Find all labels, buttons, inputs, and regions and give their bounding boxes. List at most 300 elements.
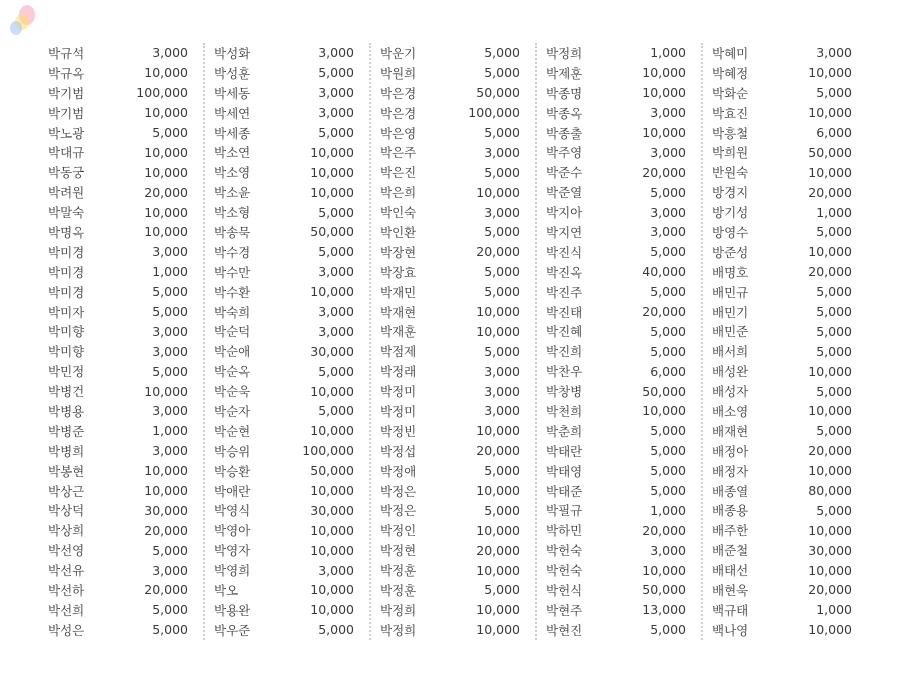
donor-row	[540, 282, 706, 302]
donor-row	[706, 182, 872, 202]
donor-name: 박천희	[546, 403, 583, 419]
donor-row	[208, 202, 374, 222]
donation-amount: 3,000	[650, 224, 686, 240]
donation-amount: 10,000	[476, 184, 520, 200]
donor-name: 박정래	[380, 364, 417, 380]
donation-amount: 10,000	[310, 582, 354, 598]
donation-amount: 1,000	[650, 502, 686, 518]
donor-row	[42, 142, 208, 162]
donor-name: 박점제	[380, 344, 417, 360]
donor-row	[42, 302, 208, 322]
donor-name: 박우준	[214, 622, 251, 638]
donor-name: 박진혜	[546, 324, 583, 340]
donor-name: 박재훈	[380, 324, 417, 340]
donor-name: 박상근	[48, 483, 85, 499]
donation-amount: 10,000	[808, 562, 852, 578]
donor-row	[706, 600, 872, 620]
donor-row	[42, 441, 208, 461]
donation-amount: 3,000	[318, 45, 354, 61]
donation-amount: 5,000	[152, 622, 188, 638]
donor-row	[42, 361, 208, 381]
donor-name: 박선유	[48, 563, 85, 579]
donation-amount: 5,000	[650, 622, 686, 638]
donor-name: 박원희	[380, 65, 417, 81]
donor-row	[706, 43, 872, 63]
donation-amount: 50,000	[310, 224, 354, 240]
donor-row	[374, 242, 540, 262]
donor-name: 박정인	[380, 523, 417, 539]
donor-name: 박명옥	[48, 224, 85, 240]
donor-row	[374, 162, 540, 182]
donor-row	[374, 43, 540, 63]
donor-row	[706, 142, 872, 162]
donation-amount: 10,000	[144, 204, 188, 220]
donor-name: 박주영	[546, 145, 583, 161]
donor-row	[208, 401, 374, 421]
donor-row	[208, 361, 374, 381]
donation-amount: 30,000	[310, 502, 354, 518]
donor-name: 박태준	[546, 483, 583, 499]
donor-row	[540, 262, 706, 282]
donor-name: 박소윤	[214, 185, 251, 201]
donor-name: 박노광	[48, 125, 85, 141]
donation-amount: 100,000	[136, 85, 188, 101]
donation-amount: 1,000	[816, 204, 852, 220]
donor-name: 박미경	[48, 284, 85, 300]
donor-name: 박성은	[48, 622, 85, 638]
donor-name: 박세동	[214, 85, 251, 101]
donor-name: 박승환	[214, 463, 251, 479]
donation-amount: 10,000	[310, 184, 354, 200]
donor-name: 박상덕	[48, 503, 85, 519]
donation-amount: 10,000	[476, 562, 520, 578]
donation-amount: 5,000	[650, 284, 686, 300]
donor-row	[706, 481, 872, 501]
donor-row	[208, 83, 374, 103]
donor-row	[706, 500, 872, 520]
donation-amount: 10,000	[144, 105, 188, 121]
donor-name: 박정현	[380, 543, 417, 559]
donor-row	[540, 182, 706, 202]
donation-amount: 3,000	[152, 403, 188, 419]
donor-name: 박지연	[546, 224, 583, 240]
donor-name: 박순덕	[214, 324, 251, 340]
donation-amount: 5,000	[650, 463, 686, 479]
donor-name: 박재현	[380, 304, 417, 320]
donor-row	[42, 321, 208, 341]
donor-row	[540, 43, 706, 63]
donation-amount: 10,000	[310, 423, 354, 439]
donor-name: 박정희	[546, 45, 583, 61]
donor-name: 박순애	[214, 344, 251, 360]
donor-row	[374, 262, 540, 282]
donor-name: 박영식	[214, 503, 251, 519]
donor-row	[706, 222, 872, 242]
donor-row	[374, 461, 540, 481]
donation-amount: 3,000	[318, 562, 354, 578]
donor-row	[540, 222, 706, 242]
donor-row	[42, 182, 208, 202]
donor-row	[540, 560, 706, 580]
donation-amount: 10,000	[144, 65, 188, 81]
donation-amount: 5,000	[816, 502, 852, 518]
donor-row	[208, 162, 374, 182]
donor-name: 박미자	[48, 304, 85, 320]
donor-name: 박은진	[380, 165, 417, 181]
donation-amount: 3,000	[816, 45, 852, 61]
donor-row	[208, 43, 374, 63]
donor-row	[42, 162, 208, 182]
donation-amount: 5,000	[816, 423, 852, 439]
donor-row	[208, 103, 374, 123]
donor-row	[42, 560, 208, 580]
donor-row	[374, 222, 540, 242]
donation-amount: 20,000	[808, 264, 852, 280]
donor-name: 박진옥	[546, 264, 583, 280]
donor-name: 박운기	[380, 45, 417, 61]
donation-amount: 3,000	[152, 45, 188, 61]
donation-amount: 50,000	[642, 383, 686, 399]
donation-amount: 13,000	[642, 602, 686, 618]
donor-name: 박병용	[48, 403, 85, 419]
donation-amount: 3,000	[152, 244, 188, 260]
donation-amount: 5,000	[816, 383, 852, 399]
donor-row	[706, 620, 872, 640]
donor-row	[208, 282, 374, 302]
donor-row	[42, 540, 208, 560]
donation-amount: 10,000	[144, 144, 188, 160]
donor-name: 박제훈	[546, 65, 583, 81]
donor-row	[208, 620, 374, 640]
donor-row	[42, 262, 208, 282]
donor-name: 박종옥	[546, 105, 583, 121]
donor-row	[540, 142, 706, 162]
donor-name: 박은경	[380, 105, 417, 121]
donor-name: 박영자	[214, 543, 251, 559]
donor-row	[540, 123, 706, 143]
donation-amount: 10,000	[310, 602, 354, 618]
donor-row	[42, 341, 208, 361]
donation-amount: 5,000	[816, 343, 852, 359]
donor-column	[540, 43, 706, 640]
donor-row	[706, 123, 872, 143]
donation-amount: 10,000	[310, 383, 354, 399]
donor-row	[42, 202, 208, 222]
donor-name: 박순옥	[214, 364, 251, 380]
donation-amount: 10,000	[642, 562, 686, 578]
donor-row	[374, 63, 540, 83]
donor-name: 배민준	[712, 324, 749, 340]
donor-row	[706, 202, 872, 222]
donor-row	[208, 560, 374, 580]
donor-row	[540, 242, 706, 262]
donor-row	[706, 520, 872, 540]
donor-row	[540, 162, 706, 182]
donor-name: 박말숙	[48, 205, 85, 221]
donation-amount: 5,000	[152, 125, 188, 140]
donor-row	[374, 302, 540, 322]
donation-amount: 10,000	[310, 542, 354, 558]
donor-name: 박종명	[546, 85, 583, 101]
donor-row	[540, 520, 706, 540]
donation-amount: 10,000	[476, 304, 520, 320]
donor-name: 박찬우	[546, 364, 583, 380]
donor-row	[706, 421, 872, 441]
donation-amount: 5,000	[318, 244, 354, 260]
donation-amount: 10,000	[808, 105, 852, 121]
donation-amount: 10,000	[642, 125, 686, 140]
donor-name: 박소연	[214, 145, 251, 161]
donation-amount: 5,000	[816, 224, 852, 240]
donor-row	[42, 481, 208, 501]
donation-amount: 3,000	[152, 323, 188, 339]
donation-amount: 3,000	[484, 204, 520, 220]
donor-row	[540, 401, 706, 421]
donor-row	[540, 441, 706, 461]
donor-row	[208, 481, 374, 501]
donor-row	[706, 401, 872, 421]
donor-row	[374, 540, 540, 560]
donor-row	[706, 381, 872, 401]
donor-name: 박지아	[546, 205, 583, 221]
donation-amount: 10,000	[144, 483, 188, 499]
donor-row	[208, 222, 374, 242]
donor-row	[374, 520, 540, 540]
donation-amount: 3,000	[650, 105, 686, 121]
donor-name: 백규태	[712, 602, 749, 618]
donor-row	[540, 620, 706, 640]
donor-row	[540, 341, 706, 361]
donation-amount: 5,000	[152, 284, 188, 300]
donation-amount: 5,000	[318, 403, 354, 419]
donor-name: 박진식	[546, 244, 583, 260]
donor-name: 박수만	[214, 264, 251, 280]
donor-row	[42, 620, 208, 640]
donation-amount: 5,000	[484, 45, 520, 61]
donor-name: 박순욱	[214, 384, 251, 400]
donor-name: 박준수	[546, 165, 583, 181]
donor-name: 배명호	[712, 264, 749, 280]
donor-name: 박진주	[546, 284, 583, 300]
donation-amount: 3,000	[484, 403, 520, 419]
donor-name: 박민정	[48, 364, 85, 380]
donor-name: 배재현	[712, 423, 749, 439]
donation-amount: 10,000	[808, 522, 852, 538]
donor-row	[374, 481, 540, 501]
donor-row	[540, 381, 706, 401]
donor-name: 박병준	[48, 423, 85, 439]
donation-amount: 5,000	[484, 125, 520, 140]
donor-name: 반원숙	[712, 165, 749, 181]
donor-column	[374, 43, 540, 640]
donor-row	[42, 103, 208, 123]
donation-amount: 100,000	[468, 105, 520, 121]
donation-amount: 10,000	[310, 284, 354, 300]
donor-row	[374, 441, 540, 461]
donation-amount: 5,000	[484, 164, 520, 180]
donor-name: 박기범	[48, 85, 85, 101]
donor-row	[208, 142, 374, 162]
donation-amount: 3,000	[650, 542, 686, 558]
donor-name: 박규석	[48, 45, 85, 61]
donor-row	[208, 302, 374, 322]
donation-amount: 5,000	[650, 184, 686, 200]
donation-amount: 5,000	[318, 125, 354, 140]
donor-row	[208, 600, 374, 620]
donor-column	[42, 43, 208, 640]
donor-name: 박현주	[546, 602, 583, 618]
donation-amount: 10,000	[476, 622, 520, 638]
donor-name: 박혜정	[712, 65, 749, 81]
donor-row	[42, 83, 208, 103]
donor-row	[540, 302, 706, 322]
donor-name: 박기범	[48, 105, 85, 121]
donation-amount: 5,000	[318, 363, 354, 379]
donor-name: 배준철	[712, 543, 749, 559]
donor-name: 박인숙	[380, 205, 417, 221]
donation-amount: 5,000	[816, 323, 852, 339]
donor-name: 박미경	[48, 264, 85, 280]
donation-amount: 10,000	[310, 144, 354, 160]
donor-row	[208, 500, 374, 520]
donor-row	[374, 282, 540, 302]
donation-amount: 5,000	[152, 363, 188, 379]
donation-amount: 10,000	[476, 483, 520, 499]
donation-amount: 40,000	[642, 264, 686, 280]
donor-name: 배민규	[712, 284, 749, 300]
donor-name: 배종열	[712, 483, 749, 499]
donor-name: 박상희	[48, 523, 85, 539]
donor-name: 박승위	[214, 443, 251, 459]
donor-row	[706, 540, 872, 560]
donor-row	[540, 421, 706, 441]
donor-row	[374, 381, 540, 401]
donation-amount: 10,000	[144, 463, 188, 479]
donation-amount: 3,000	[650, 144, 686, 160]
donor-name: 박은희	[380, 185, 417, 201]
donation-amount: 5,000	[650, 443, 686, 459]
donor-row	[540, 600, 706, 620]
donation-amount: 3,000	[318, 304, 354, 320]
donation-amount: 20,000	[476, 443, 520, 459]
donor-name: 박려원	[48, 185, 85, 201]
donor-name: 박정희	[380, 622, 417, 638]
donor-name: 박미경	[48, 244, 85, 260]
donor-name: 박정훈	[380, 582, 417, 598]
donor-name: 박정미	[380, 403, 417, 419]
donation-amount: 10,000	[476, 323, 520, 339]
donor-name: 배정아	[712, 443, 749, 459]
donation-amount: 1,000	[152, 264, 188, 280]
donor-name: 박정애	[380, 463, 417, 479]
donation-amount: 50,000	[642, 582, 686, 598]
donor-name: 박흥철	[712, 125, 749, 141]
donation-amount: 10,000	[144, 383, 188, 399]
donor-row	[42, 381, 208, 401]
donor-row	[374, 421, 540, 441]
donor-row	[374, 123, 540, 143]
donation-amount: 5,000	[484, 502, 520, 518]
donor-row	[208, 540, 374, 560]
donation-amount: 10,000	[642, 403, 686, 419]
donor-row	[374, 103, 540, 123]
donor-name: 박춘희	[546, 423, 583, 439]
donation-amount: 10,000	[808, 463, 852, 479]
donation-amount: 10,000	[476, 423, 520, 439]
donor-row	[540, 481, 706, 501]
donation-amount: 3,000	[318, 323, 354, 339]
donor-name: 박헌숙	[546, 563, 583, 579]
donor-row	[208, 421, 374, 441]
donor-row	[706, 341, 872, 361]
donor-row	[540, 321, 706, 341]
donor-row	[706, 302, 872, 322]
donor-name: 박병건	[48, 384, 85, 400]
donor-name: 박종출	[546, 125, 583, 141]
donor-row	[706, 83, 872, 103]
donation-amount: 10,000	[310, 522, 354, 538]
donor-name: 배주한	[712, 523, 749, 539]
donation-amount: 1,000	[650, 45, 686, 61]
donor-row	[540, 361, 706, 381]
donor-row	[42, 421, 208, 441]
donation-amount: 20,000	[642, 304, 686, 320]
donor-column	[208, 43, 374, 640]
donor-name: 박정빈	[380, 423, 417, 439]
donation-amount: 5,000	[816, 85, 852, 101]
donor-name: 방준성	[712, 244, 749, 260]
donor-row	[706, 262, 872, 282]
donor-name: 박대규	[48, 145, 85, 161]
donor-name: 박영희	[214, 563, 251, 579]
donor-row	[540, 540, 706, 560]
donor-name: 박선하	[48, 582, 85, 598]
donor-row	[374, 341, 540, 361]
donor-name: 박소형	[214, 205, 251, 221]
donation-amount: 20,000	[476, 542, 520, 558]
donation-amount: 3,000	[650, 204, 686, 220]
donor-row	[374, 600, 540, 620]
donation-amount: 5,000	[484, 463, 520, 479]
donor-row	[208, 182, 374, 202]
donor-name: 박정은	[380, 483, 417, 499]
donation-amount: 30,000	[144, 502, 188, 518]
donor-row	[208, 321, 374, 341]
donor-row	[374, 560, 540, 580]
donor-row	[42, 63, 208, 83]
donor-column	[706, 43, 872, 640]
donation-amount: 20,000	[642, 522, 686, 538]
donor-row	[208, 262, 374, 282]
donation-amount: 20,000	[808, 443, 852, 459]
donation-amount: 20,000	[642, 164, 686, 180]
donor-name: 방경지	[712, 185, 749, 201]
donation-amount: 5,000	[650, 423, 686, 439]
donor-row	[42, 520, 208, 540]
donation-amount: 20,000	[808, 184, 852, 200]
donor-row	[208, 123, 374, 143]
donation-amount: 6,000	[650, 363, 686, 379]
donation-amount: 10,000	[808, 164, 852, 180]
donor-row	[374, 202, 540, 222]
donation-amount: 5,000	[484, 284, 520, 300]
donation-amount: 10,000	[808, 622, 852, 638]
donor-name: 배종용	[712, 503, 749, 519]
donor-row	[208, 242, 374, 262]
donation-amount: 20,000	[144, 184, 188, 200]
donor-name: 박헌숙	[546, 543, 583, 559]
donor-name: 박세연	[214, 105, 251, 121]
